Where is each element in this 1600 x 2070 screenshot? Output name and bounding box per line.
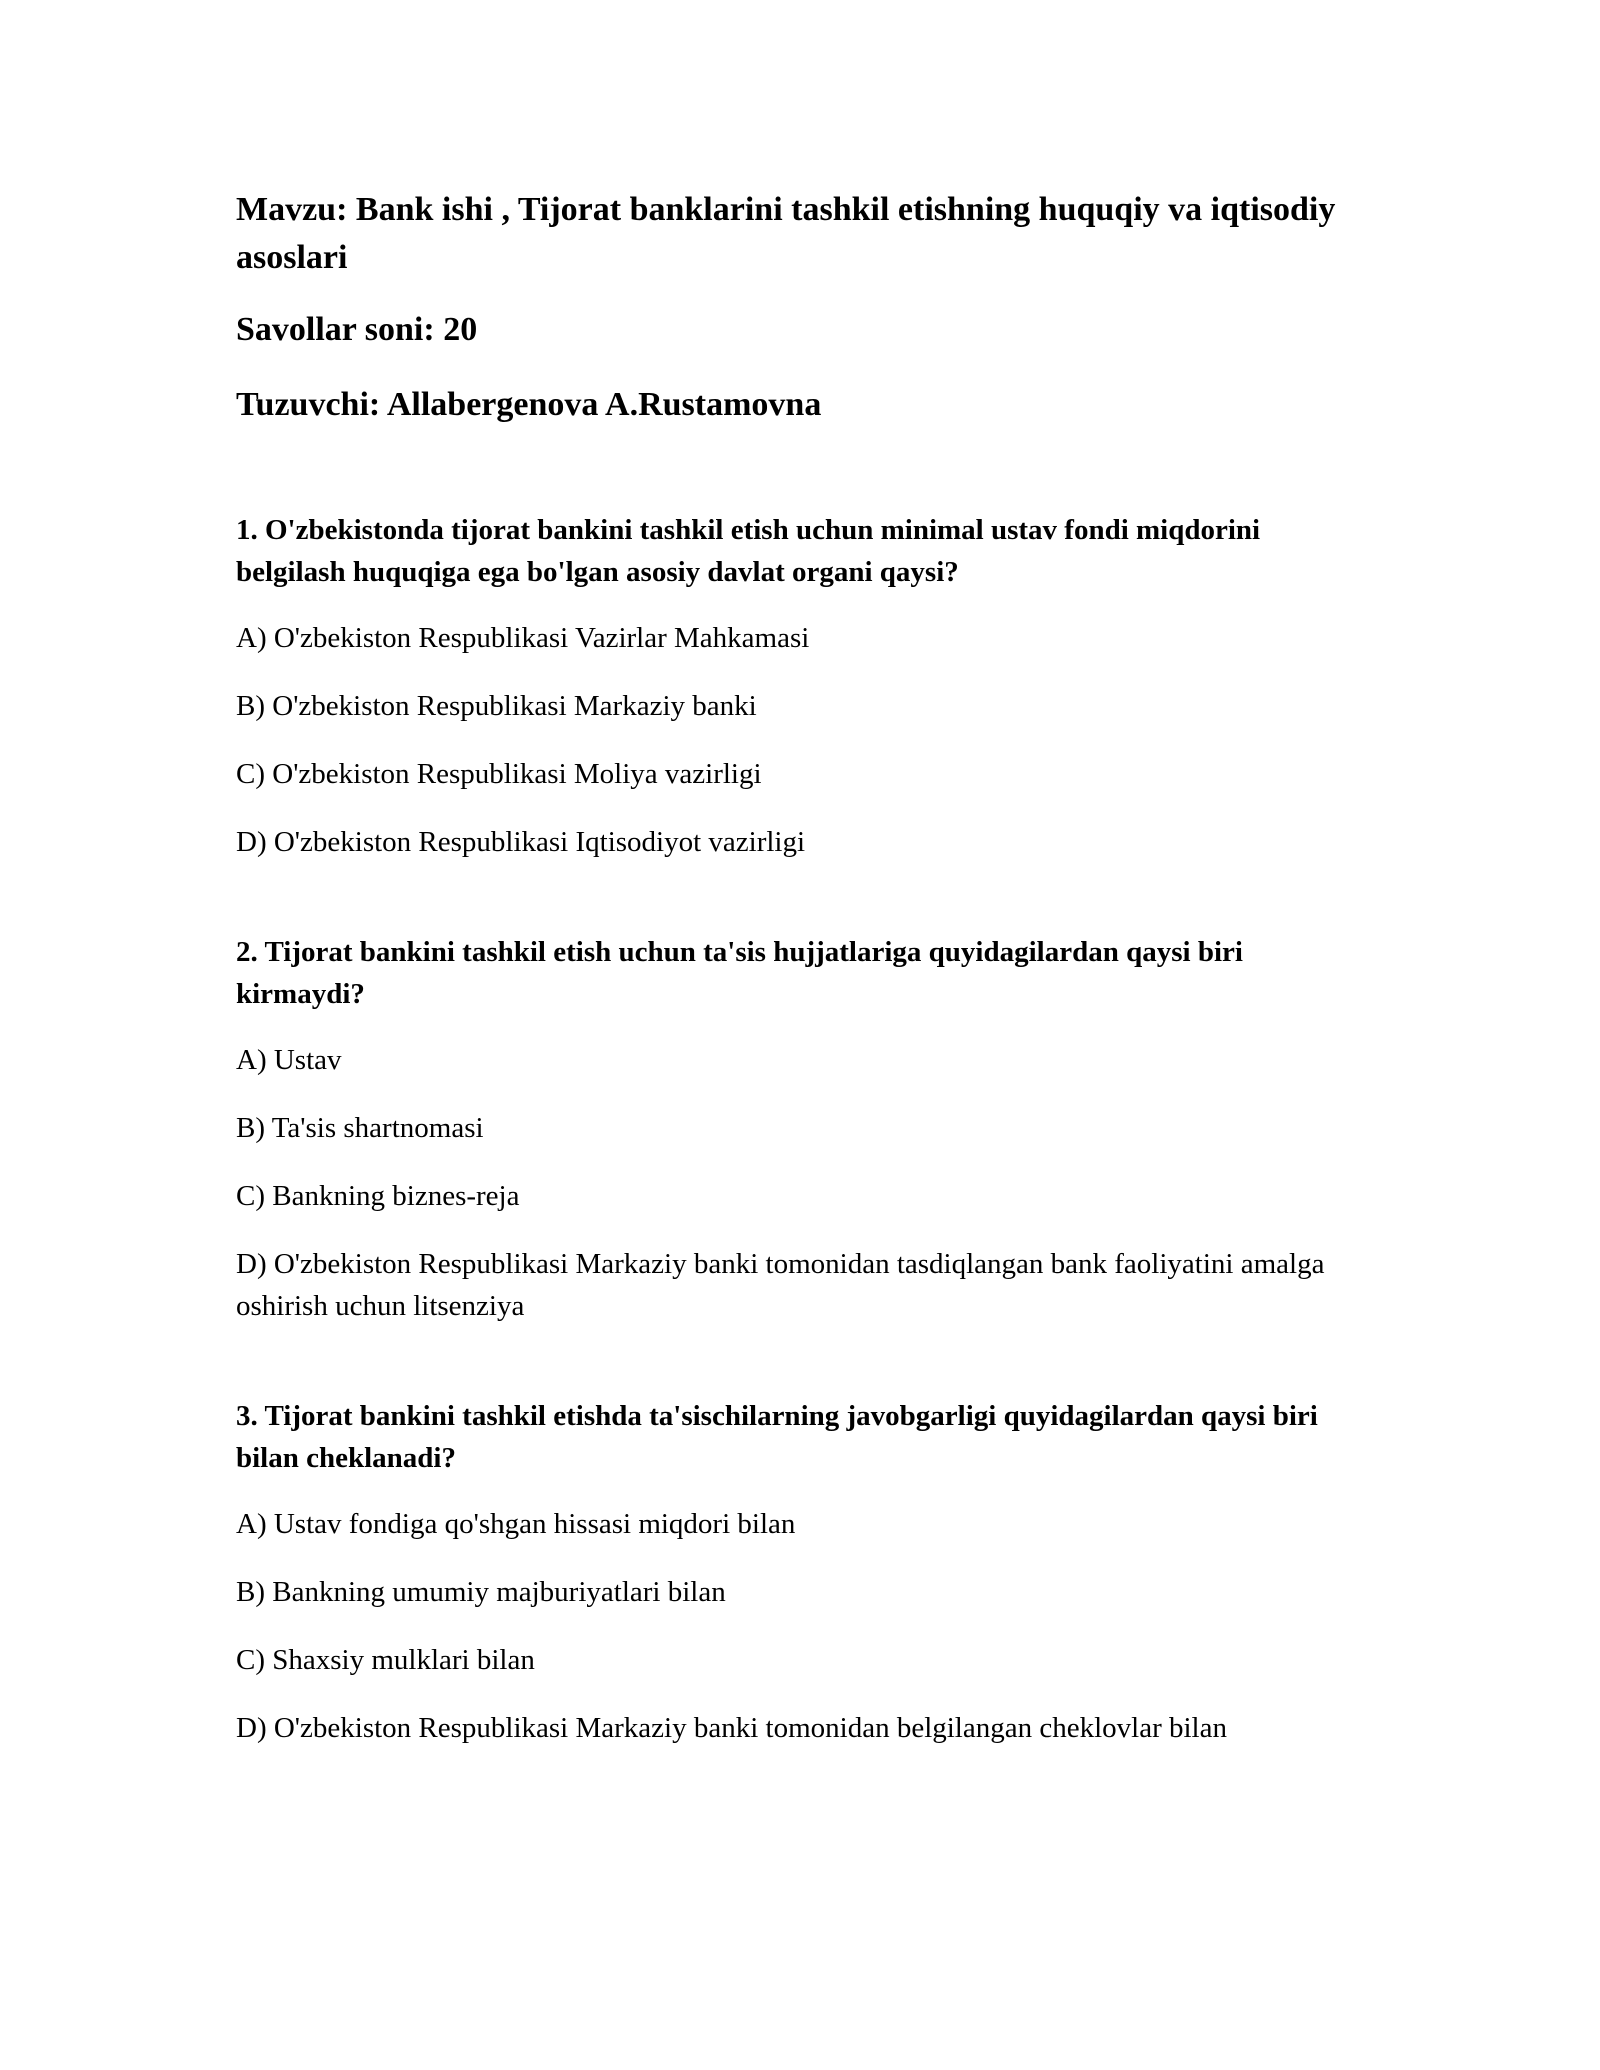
answer-option-d: D) O'zbekiston Respublikasi Markaziy banki tomonidan tasdiqlangan bank faoliyatini amalga oshirish uchun litsenziya bbox=[236, 1248, 1325, 1322]
answer-option-c: C) Bankning biznes-reja bbox=[236, 1180, 520, 1212]
answer-option-b: B) Bankning umumiy majburiyatlari bilan bbox=[236, 1576, 726, 1608]
answer-option-a: A) O'zbekiston Respublikasi Vazirlar Mahkamasi bbox=[236, 622, 810, 654]
question-text: 2. Tijorat bankini tashkil etish uchun ta'sis hujjatlariga quyidagilardan qaysi biri kirmaydi? bbox=[236, 936, 1243, 1010]
answer-option-c: C) Shaxsiy mulklari bilan bbox=[236, 1644, 535, 1676]
answer-option-a: A) Ustav fondiga qo'shgan hissasi miqdori bilan bbox=[236, 1508, 796, 1540]
question-1 bbox=[236, 509, 1366, 863]
answer-option-d: D) O'zbekiston Respublikasi Markaziy banki tomonidan belgilangan cheklovlar bilan bbox=[236, 1712, 1227, 1744]
answer-option-c: C) O'zbekiston Respublikasi Moliya vazirligi bbox=[236, 758, 762, 790]
answer-option-a: A) Ustav bbox=[236, 1044, 342, 1076]
answer-option-d: D) O'zbekiston Respublikasi Iqtisodiyot vazirligi bbox=[236, 826, 806, 858]
answer-option-b: B) O'zbekiston Respublikasi Markaziy banki bbox=[236, 690, 757, 722]
document-page bbox=[236, 186, 1366, 1775]
answer-option-b: B) Ta'sis shartnomasi bbox=[236, 1112, 484, 1144]
question-text: 3. Tijorat bankini tashkil etishda ta'sischilarning javobgarligi quyidagilardan qaysi biri bilan cheklanadi? bbox=[236, 1400, 1318, 1474]
question-3 bbox=[236, 1395, 1366, 1749]
question-2 bbox=[236, 931, 1366, 1327]
document-title: Mavzu: Bank ishi , Tijorat banklarini tashkil etishning huquqiy va iqtisodiy asoslari bbox=[236, 191, 1336, 276]
question-count: Savollar soni: 20 bbox=[236, 311, 478, 348]
question-text: 1. O'zbekistonda tijorat bankini tashkil etish uchun minimal ustav fondi miqdorini belgilash huquqiga ega bo'lgan asosiy davlat organi qaysi? bbox=[236, 514, 1261, 588]
author-line: Tuzuvchi: Allabergenova A.Rustamovna bbox=[236, 386, 822, 423]
